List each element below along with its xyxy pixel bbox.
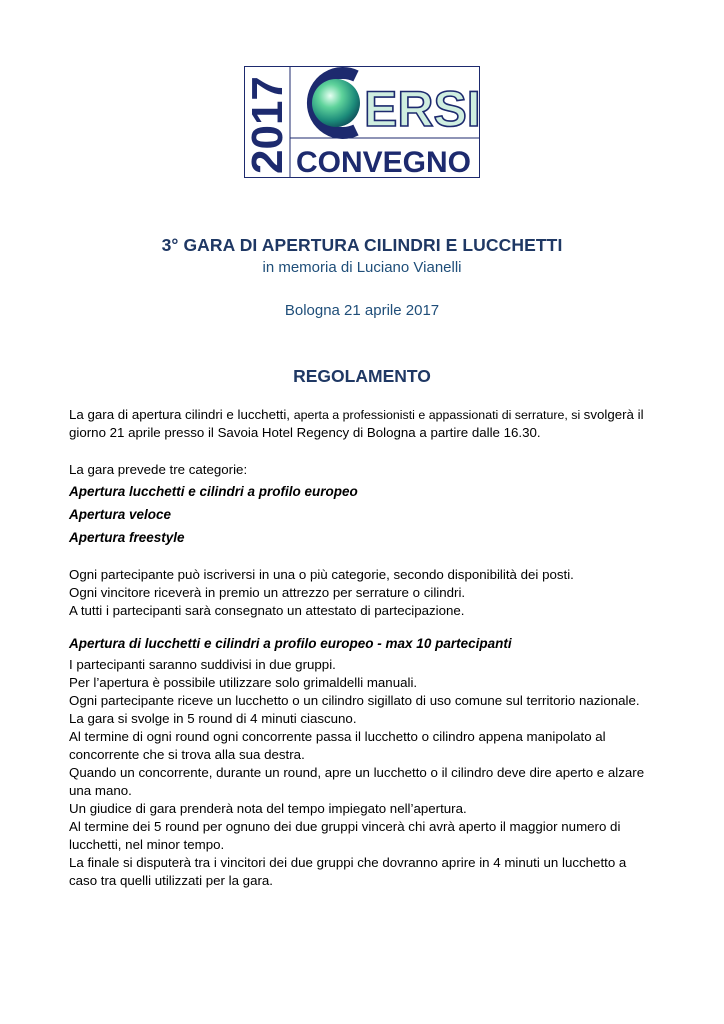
rule-line: Al termine di ogni round ogni concorrente passa il lucchetto o cilindro appena manipolato al <box>69 729 606 744</box>
logo-brand: ERSI <box>364 81 480 137</box>
rule-line: Un giudice di gara prenderà nota del tempo impiegato nell’apertura. <box>69 801 467 816</box>
logo-year: 2017 <box>244 76 292 174</box>
info-line: Ogni vincitore riceverà in premio un attrezzo per serrature o cilindri. <box>69 585 466 600</box>
event-date: Bologna 21 aprile 2017 <box>284 302 440 319</box>
rule-line: La gara si svolge in 5 round di 4 minuti ciascuno. <box>69 711 357 726</box>
ersi-convegno-logo <box>244 66 480 178</box>
rules-paragraph <box>69 656 659 890</box>
categories-intro: La gara prevede tre categorie: <box>69 462 248 477</box>
rule-line: caso tra quelli utilizzati per la gara. <box>69 873 273 888</box>
intro-part-b: aperta a professionisti e appassionati di serrature, si <box>293 408 584 422</box>
logo-subtitle: CONVEGNO <box>296 146 472 178</box>
info-line: Ogni partecipante può iscriversi in una o più categorie, secondo disponibilità dei posti. <box>69 567 574 582</box>
intro-part-a: La gara di apertura cilindri e lucchetti, <box>69 407 294 422</box>
rule-line: Quando un concorrente, durante un round, apre un lucchetto o il cilindro deve dire aperto e alzare <box>69 765 645 780</box>
rule-line: una mano. <box>69 783 132 798</box>
info-paragraph <box>69 566 659 620</box>
rule-line: Al termine dei 5 round per ognuno dei due gruppi vincerà chi avrà aperto il maggior numero di <box>69 819 621 834</box>
regolamento-heading: REGOLAMENTO <box>293 366 431 386</box>
section-heading: Apertura di lucchetti e cilindri a profilo europeo - max 10 partecipanti <box>69 636 512 651</box>
rule-line: Per l’apertura è possibile utilizzare solo grimaldelli manuali. <box>69 675 418 690</box>
rule-line: Ogni partecipante riceve un lucchetto o un cilindro sigillato di uso comune sul territorio nazionale. <box>69 693 640 708</box>
page-subtitle: in memoria di Luciano Vianelli <box>262 259 462 276</box>
intro-paragraph <box>69 406 659 442</box>
rule-line: lucchetti, nel minor tempo. <box>69 837 225 852</box>
intro-part-c: svolgerà il giorno 21 aprile presso il Savoia Hotel Regency di Bologna a partire dalle 16.30. <box>69 407 644 440</box>
info-line: A tutti i partecipanti sarà consegnato un attestato di partecipazione. <box>69 603 465 618</box>
rule-line: La finale si disputerà tra i vincitori dei due gruppi che dovranno aprire in 4 minuti un lucchetto a <box>69 855 627 870</box>
rule-line: concorrente che si trova alla sua destra. <box>69 747 305 762</box>
category-item: Apertura freestyle <box>69 530 185 545</box>
logo-graphic <box>244 66 480 178</box>
page-title: 3° GARA DI APERTURA CILINDRI E LUCCHETTI <box>161 235 563 255</box>
rule-line: I partecipanti saranno suddivisi in due gruppi. <box>69 657 336 672</box>
category-item: Apertura veloce <box>69 507 172 522</box>
category-item: Apertura lucchetti e cilindri a profilo europeo <box>69 484 358 499</box>
